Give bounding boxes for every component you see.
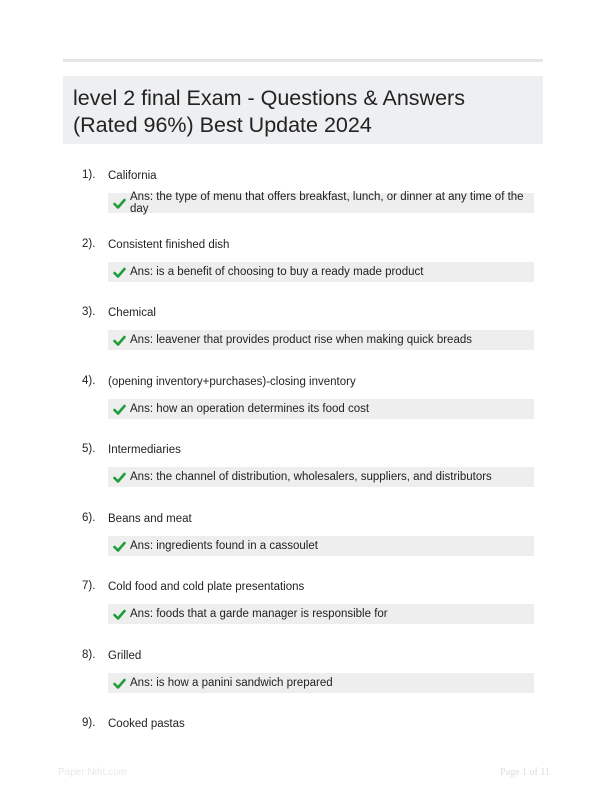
qa-item [0, 168, 606, 228]
title-box [63, 76, 543, 144]
qa-item [0, 511, 606, 571]
answer-box [108, 330, 534, 350]
question-text: Grilled [108, 650, 142, 662]
answer-text: Ans: the type of menu that offers breakfast, lunch, or dinner at any time of the day [130, 191, 524, 215]
answer-text: Ans: is a benefit of choosing to buy a ready made product [130, 266, 424, 278]
question-number: 8). [82, 649, 96, 661]
question-text: Consistent finished dish [108, 239, 230, 251]
answer-text: Ans: the channel of distribution, wholesalers, suppliers, and distributors [130, 471, 492, 483]
answer-text: Ans: ingredients found in a cassoulet [130, 540, 318, 552]
question-number: 4). [82, 375, 96, 387]
question-number: 2). [82, 238, 96, 250]
qa-item [0, 237, 606, 297]
check-icon [113, 266, 126, 279]
question-text: Intermediaries [108, 444, 181, 456]
qa-item [0, 374, 606, 434]
answer-box [108, 262, 534, 282]
qa-item [0, 579, 606, 639]
answer-text: Ans: how an operation determines its food cost [130, 403, 370, 415]
question-text: Beans and meat [108, 513, 192, 525]
question-text: California [108, 170, 157, 182]
answer-box [108, 604, 534, 624]
question-number: 1). [82, 169, 96, 181]
question-number: 7). [82, 580, 96, 592]
answer-text: Ans: is how a panini sandwich prepared [130, 677, 333, 689]
footer-watermark: Paper Nibt.com [58, 767, 127, 778]
question-text: (opening inventory+purchases)-closing inventory [108, 376, 356, 388]
question-text: Cold food and cold plate presentations [108, 581, 305, 593]
check-icon [113, 608, 126, 621]
check-icon [113, 471, 126, 484]
check-icon [113, 197, 126, 210]
answer-box [108, 399, 534, 419]
answer-text: Ans: foods that a garde manager is responsible for [130, 608, 388, 620]
question-number: 5). [82, 443, 96, 455]
answer-box [108, 673, 534, 693]
top-divider [63, 59, 543, 62]
check-icon [113, 334, 126, 347]
check-icon [113, 677, 126, 690]
answer-box [108, 467, 534, 487]
page-title: level 2 final Exam - Questions & Answers (Rated 96%) Best Update 2024 [73, 86, 465, 137]
question-number: 3). [82, 306, 96, 318]
check-icon [113, 403, 126, 416]
answer-text: Ans: leavener that provides product rise when making quick breads [130, 334, 472, 346]
question-number: 9). [82, 717, 96, 729]
question-text: Cooked pastas [108, 718, 185, 730]
check-icon [113, 540, 126, 553]
answer-box [108, 536, 534, 556]
answer-box [108, 193, 534, 213]
qa-item [0, 305, 606, 365]
page-number: Page 1 of 11 [500, 767, 550, 778]
qa-item [0, 442, 606, 502]
qa-item [0, 648, 606, 708]
question-text: Chemical [108, 307, 156, 319]
question-number: 6). [82, 512, 96, 524]
